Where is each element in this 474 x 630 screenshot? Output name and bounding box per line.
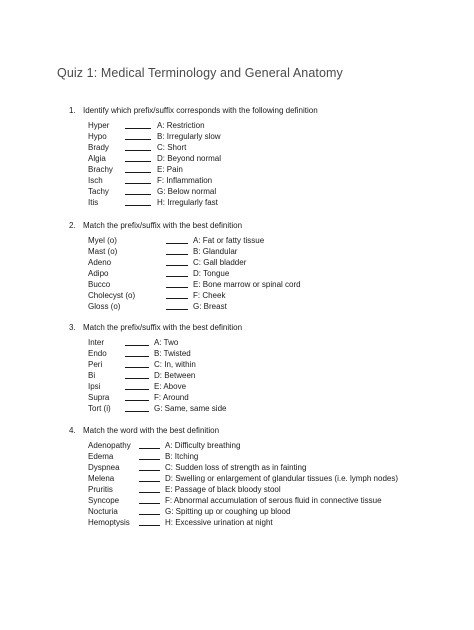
definition-option: B: Irregularly slow bbox=[157, 132, 221, 141]
definition-option: F: Around bbox=[154, 393, 189, 402]
answer-blank[interactable] bbox=[166, 309, 188, 310]
term-label: Isch bbox=[88, 176, 103, 185]
matching-list bbox=[0, 235, 474, 312]
definition-option: E: Above bbox=[154, 382, 187, 391]
answer-blank[interactable] bbox=[139, 459, 160, 460]
definition-option: F: Cheek bbox=[193, 291, 226, 300]
definition-option: F: Inflammation bbox=[157, 176, 213, 185]
matching-row bbox=[0, 495, 474, 506]
term-label: Ipsi bbox=[88, 382, 101, 391]
matching-list bbox=[0, 120, 474, 208]
answer-blank[interactable] bbox=[139, 481, 160, 482]
matching-row bbox=[0, 473, 474, 484]
definition-option: D: Tongue bbox=[193, 269, 230, 278]
matching-row bbox=[0, 257, 474, 268]
matching-row bbox=[0, 517, 474, 528]
definition-option: D: Swelling or enlargement of glandular tissues (i.e. lymph nodes) bbox=[165, 474, 399, 483]
term-label: Tachy bbox=[88, 187, 109, 196]
definition-option: B: Itching bbox=[165, 452, 199, 461]
question-heading bbox=[69, 426, 219, 435]
definition-option: C: Short bbox=[157, 143, 187, 152]
definition-option: A: Difficulty breathing bbox=[165, 441, 241, 450]
term-label: Hemoptysis bbox=[88, 518, 130, 527]
answer-blank[interactable] bbox=[125, 183, 151, 184]
term-label: Cholecyst (o) bbox=[88, 291, 136, 300]
matching-row bbox=[0, 186, 474, 197]
matching-list bbox=[0, 337, 474, 414]
matching-row bbox=[0, 484, 474, 495]
definition-option: G: Same, same side bbox=[154, 404, 227, 413]
answer-blank[interactable] bbox=[125, 128, 151, 129]
page-title: Quiz 1: Medical Terminology and General Anatomy bbox=[57, 66, 343, 80]
matching-list bbox=[0, 440, 474, 528]
term-label: Peri bbox=[88, 360, 103, 369]
definition-option: C: In, within bbox=[154, 360, 196, 369]
answer-blank[interactable] bbox=[139, 492, 160, 493]
definition-option: A: Two bbox=[154, 338, 179, 347]
definition-option: A: Fat or fatty tissue bbox=[193, 236, 265, 245]
definition-option: H: Excessive urination at night bbox=[165, 518, 273, 527]
term-label: Pruritis bbox=[88, 485, 113, 494]
definition-option: D: Between bbox=[154, 371, 196, 380]
answer-blank[interactable] bbox=[125, 139, 151, 140]
term-label: Mast (o) bbox=[88, 247, 118, 256]
question-prompt: Match the word with the best definition bbox=[83, 426, 220, 435]
term-label: Melena bbox=[88, 474, 115, 483]
definition-option: C: Gall bladder bbox=[193, 258, 247, 267]
question-heading bbox=[69, 323, 242, 332]
definition-option: E: Pain bbox=[157, 165, 183, 174]
matching-row bbox=[0, 175, 474, 186]
term-label: Brady bbox=[88, 143, 109, 152]
answer-blank[interactable] bbox=[166, 243, 188, 244]
question-prompt: Identify which prefix/suffix corresponds with the following definition bbox=[83, 106, 318, 115]
term-label: Syncope bbox=[88, 496, 120, 505]
answer-blank[interactable] bbox=[166, 287, 188, 288]
matching-row bbox=[0, 301, 474, 312]
term-label: Itis bbox=[88, 198, 99, 207]
question-prompt: Match the prefix/suffix with the best definition bbox=[83, 323, 243, 332]
answer-blank[interactable] bbox=[139, 470, 160, 471]
matching-row bbox=[0, 153, 474, 164]
answer-blank[interactable] bbox=[139, 514, 160, 515]
definition-option: D: Beyond normal bbox=[157, 154, 222, 163]
question-number: 1. bbox=[69, 106, 76, 115]
term-label: Dyspnea bbox=[88, 463, 120, 472]
matching-row bbox=[0, 164, 474, 175]
question-number: 3. bbox=[69, 323, 76, 332]
matching-row bbox=[0, 197, 474, 208]
term-label: Adipo bbox=[88, 269, 109, 278]
matching-row bbox=[0, 440, 474, 451]
matching-row bbox=[0, 337, 474, 348]
answer-blank[interactable] bbox=[166, 254, 188, 255]
definition-option: E: Bone marrow or spinal cord bbox=[193, 280, 301, 289]
matching-row bbox=[0, 279, 474, 290]
term-label: Brachy bbox=[88, 165, 113, 174]
answer-blank[interactable] bbox=[125, 411, 149, 412]
matching-row bbox=[0, 348, 474, 359]
answer-blank[interactable] bbox=[125, 150, 151, 151]
term-label: Nocturia bbox=[88, 507, 118, 516]
matching-row bbox=[0, 290, 474, 301]
answer-blank[interactable] bbox=[139, 503, 160, 504]
matching-row bbox=[0, 268, 474, 279]
question-number: 2. bbox=[69, 221, 76, 230]
answer-blank[interactable] bbox=[125, 367, 149, 368]
matching-row bbox=[0, 392, 474, 403]
matching-row bbox=[0, 451, 474, 462]
question-heading bbox=[69, 221, 242, 230]
term-label: Hyper bbox=[88, 121, 110, 130]
answer-blank[interactable] bbox=[139, 525, 160, 526]
matching-row bbox=[0, 506, 474, 517]
term-label: Bi bbox=[88, 371, 96, 380]
answer-blank[interactable] bbox=[125, 161, 151, 162]
definition-option: G: Breast bbox=[193, 302, 227, 311]
term-label: Adeno bbox=[88, 258, 112, 267]
term-label: Tort (i) bbox=[88, 404, 111, 413]
answer-blank[interactable] bbox=[125, 172, 151, 173]
term-label: Algia bbox=[88, 154, 106, 163]
definition-option: C: Sudden loss of strength as in fainting bbox=[165, 463, 307, 472]
matching-row bbox=[0, 235, 474, 246]
term-label: Endo bbox=[88, 349, 107, 358]
term-label: Gloss (o) bbox=[88, 302, 121, 311]
matching-row bbox=[0, 142, 474, 153]
definition-option: G: Spitting up or coughing up blood bbox=[165, 507, 291, 516]
answer-blank[interactable] bbox=[125, 389, 149, 390]
term-label: Myel (o) bbox=[88, 236, 117, 245]
question-heading bbox=[69, 106, 318, 115]
term-label: Edema bbox=[88, 452, 114, 461]
definition-option: E: Passage of black bloody stool bbox=[165, 485, 281, 494]
matching-row bbox=[0, 120, 474, 131]
matching-row bbox=[0, 403, 474, 414]
definition-option: G: Below normal bbox=[157, 187, 217, 196]
answer-blank[interactable] bbox=[125, 205, 151, 206]
answer-blank[interactable] bbox=[125, 378, 149, 379]
matching-row bbox=[0, 359, 474, 370]
definition-option: F: Abnormal accumulation of serous fluid in connective tissue bbox=[165, 496, 382, 505]
answer-blank[interactable] bbox=[125, 400, 149, 401]
question-prompt: Match the prefix/suffix with the best definition bbox=[83, 221, 243, 230]
term-label: Supra bbox=[88, 393, 110, 402]
definition-option: A: Restriction bbox=[157, 121, 205, 130]
answer-blank[interactable] bbox=[166, 298, 188, 299]
definition-option: B: Twisted bbox=[154, 349, 191, 358]
matching-row bbox=[0, 462, 474, 473]
definition-option: H: Irregularly fast bbox=[157, 198, 218, 207]
answer-blank[interactable] bbox=[166, 276, 188, 277]
answer-blank[interactable] bbox=[166, 265, 188, 266]
matching-row bbox=[0, 246, 474, 257]
answer-blank[interactable] bbox=[125, 345, 149, 346]
answer-blank[interactable] bbox=[125, 356, 149, 357]
answer-blank[interactable] bbox=[125, 194, 151, 195]
definition-option: B: Glandular bbox=[193, 247, 238, 256]
matching-row bbox=[0, 381, 474, 392]
matching-row bbox=[0, 370, 474, 381]
term-label: Inter bbox=[88, 338, 105, 347]
term-label: Hypo bbox=[88, 132, 107, 141]
matching-row bbox=[0, 131, 474, 142]
term-label: Adenopathy bbox=[88, 441, 131, 450]
question-number: 4. bbox=[69, 426, 76, 435]
answer-blank[interactable] bbox=[139, 448, 160, 449]
term-label: Bucco bbox=[88, 280, 111, 289]
